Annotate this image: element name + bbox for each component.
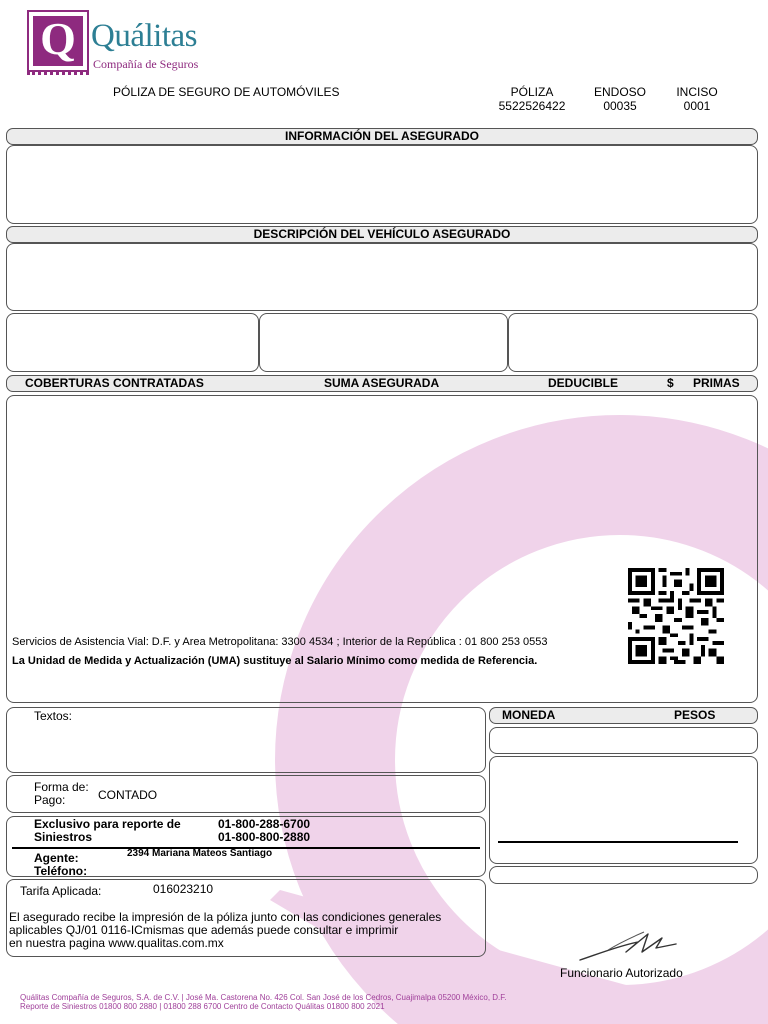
footer-contacts: Reporte de Siniestros 01800 800 2880 | 01800 288 6700 Centro de Contacto Quálitas 01800 800 2021 <box>20 1002 385 1011</box>
logo-q-mark <box>27 10 89 72</box>
asistencia-vial-note: Servicios de Asistencia Vial: D.F. y Area Metropolitana: 3300 4534 ; Interior de la República : 01 800 253 0553 <box>12 636 548 648</box>
dollar-sign: $ <box>667 376 674 390</box>
vehiculo-detail-box-3 <box>508 313 758 372</box>
tarifa-value: 016023210 <box>153 882 214 896</box>
poliza-number: 5522526422 <box>498 99 566 113</box>
asegurado-section-header <box>6 128 758 145</box>
logo-dots <box>27 72 89 75</box>
footer-address: Quálitas Compañía de Seguros, S.A. de C.V. | José Ma. Castorena No. 426 Col. San José de los Cedros, Cuajimalpa 05200 México, D.F. <box>20 993 507 1002</box>
coberturas-header <box>6 375 758 392</box>
forma-pago-label-line1: Forma de: <box>34 780 89 794</box>
moneda-header <box>489 707 758 724</box>
qr-code <box>628 568 724 664</box>
forma-pago-value: CONTADO <box>98 788 158 802</box>
company-logo <box>27 10 207 76</box>
vehiculo-info-box <box>6 243 758 311</box>
vehiculo-section-title: DESCRIPCIÓN DEL VEHÍCULO ASEGURADO <box>253 227 511 241</box>
signature-image <box>578 924 678 964</box>
coberturas-column: COBERTURAS CONTRATADAS <box>25 376 204 390</box>
document-title: PÓLIZA DE SEGURO DE AUTOMÓVILES <box>113 85 340 99</box>
poliza-label: PÓLIZA <box>510 85 554 99</box>
moneda-label: MONEDA <box>502 708 556 722</box>
endoso-label: ENDOSO <box>593 85 646 99</box>
primas-column: PRIMAS <box>693 376 740 390</box>
forma-pago-label-line2: Pago: <box>34 793 66 807</box>
moneda-value: PESOS <box>674 708 716 722</box>
siniestros-phone-2: 01-800-800-2880 <box>218 830 311 844</box>
suma-asegurada-column: SUMA ASEGURADA <box>324 376 440 390</box>
vehiculo-detail-box-1 <box>6 313 259 372</box>
inciso-label: INCISO <box>676 85 718 99</box>
logo-letter: Q <box>40 13 76 64</box>
logo-brand-name: Quálitas <box>91 18 197 54</box>
disclaimer-line-3: en nuestra pagina www.qualitas.com.mx <box>9 936 224 950</box>
deducible-column: DEDUCIBLE <box>548 376 619 390</box>
siniestros-phone-1: 01-800-288-6700 <box>218 817 311 831</box>
moneda-box-1 <box>489 727 758 754</box>
inciso-number: 0001 <box>683 99 711 113</box>
firma-line <box>498 841 738 843</box>
asegurado-info-box <box>6 145 758 224</box>
asegurado-section-title: INFORMACIÓN DEL ASEGURADO <box>284 129 479 143</box>
logo-tagline: Compañía de Seguros <box>93 57 199 71</box>
textos-box <box>6 707 486 773</box>
agente-label: Agente: <box>34 851 79 865</box>
siniestros-label-line1: Exclusivo para reporte de <box>34 817 181 831</box>
telefono-label: Teléfono: <box>34 864 88 878</box>
endoso-number: 00035 <box>603 99 637 113</box>
vehiculo-detail-box-2 <box>259 313 508 372</box>
agente-name: 2394 Mariana Mateos Santiago <box>127 848 273 859</box>
uma-note: La Unidad de Medida y Actualización (UMA) sustituye al Salario Mínimo como medida de Referencia. <box>12 655 538 667</box>
tarifa-label: Tarifa Aplicada: <box>20 884 102 898</box>
firma-box <box>489 756 758 864</box>
textos-label: Textos: <box>34 709 73 723</box>
funcionario-autorizado: Funcionario Autorizado <box>560 966 683 980</box>
siniestros-label-line2: Siniestros <box>34 830 93 844</box>
disclaimer-line-1: El asegurado recibe la impresión de la póliza junto con las condiciones generales <box>9 910 442 924</box>
vehiculo-section-header <box>6 226 758 243</box>
moneda-box-3 <box>489 866 758 884</box>
disclaimer-line-2: aplicables QJ/01 0116-ICmismas que además puede consultar e imprimir <box>9 923 399 937</box>
